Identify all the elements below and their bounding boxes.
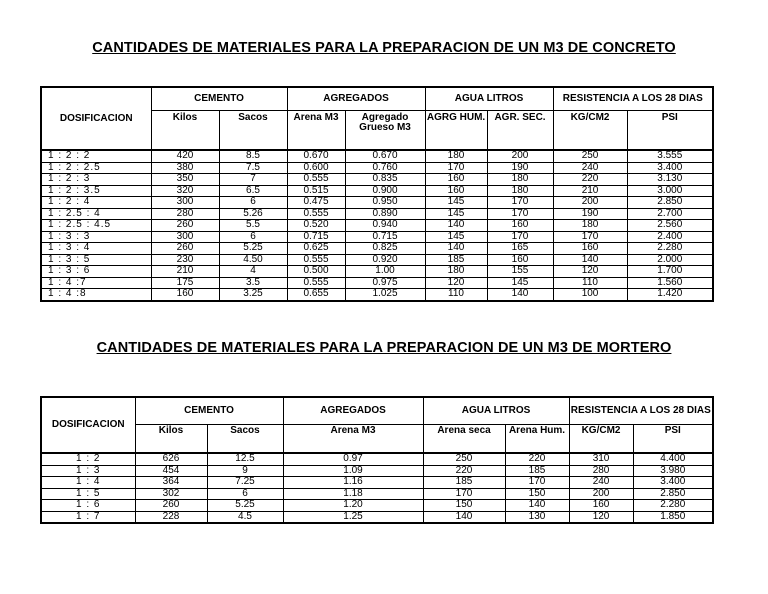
- table-row: [41, 477, 713, 489]
- dosificacion-cell: 1 : 2 : 2: [41, 150, 151, 162]
- table-cell: 170: [487, 197, 553, 209]
- table-cell: 420: [151, 150, 219, 162]
- header-agua-litros: AGUA LITROS: [425, 87, 553, 111]
- table-cell: 3.555: [627, 150, 713, 162]
- table-cell: 3.980: [633, 465, 713, 477]
- table-cell: 120: [553, 266, 627, 278]
- table-cell: 170: [423, 488, 505, 500]
- table-cell: 180: [425, 150, 487, 162]
- table-cell: 170: [487, 231, 553, 243]
- header-sacos: Sacos: [207, 425, 283, 454]
- table-cell: 190: [553, 208, 627, 220]
- table-cell: 2.000: [627, 254, 713, 266]
- header-kilos: Kilos: [151, 111, 219, 151]
- table-cell: 0.825: [345, 243, 425, 255]
- table-row: [41, 162, 713, 174]
- table-cell: 2.850: [627, 197, 713, 209]
- table-cell: 190: [487, 162, 553, 174]
- table-cell: 454: [135, 465, 207, 477]
- table-cell: 5.5: [219, 220, 287, 232]
- table-row: [41, 231, 713, 243]
- table-cell: 0.950: [345, 197, 425, 209]
- dosificacion-cell: 1 : 2 : 3.5: [41, 185, 151, 197]
- table-cell: 0.515: [287, 185, 345, 197]
- table-cell: 175: [151, 277, 219, 289]
- table-cell: 626: [135, 453, 207, 465]
- table-cell: 0.520: [287, 220, 345, 232]
- table-cell: 180: [553, 220, 627, 232]
- table-cell: 5.26: [219, 208, 287, 220]
- table-cell: 140: [423, 511, 505, 523]
- table-cell: 185: [425, 254, 487, 266]
- table-cell: 160: [151, 289, 219, 301]
- table-cell: 250: [423, 453, 505, 465]
- dosificacion-cell: 1 : 4 :7: [41, 277, 151, 289]
- table-cell: 5.25: [219, 243, 287, 255]
- table-cell: 3.400: [627, 162, 713, 174]
- table-cell: 6: [207, 488, 283, 500]
- table-row: [41, 500, 713, 512]
- table-cell: 7.5: [219, 162, 287, 174]
- table-row: [41, 174, 713, 186]
- table-cell: 3.130: [627, 174, 713, 186]
- dosificacion-cell: 1 : 3: [41, 465, 135, 477]
- table-cell: 260: [135, 500, 207, 512]
- table-cell: 260: [151, 220, 219, 232]
- table-cell: 300: [151, 197, 219, 209]
- dosificacion-cell: 1 : 4 :8: [41, 289, 151, 301]
- table-cell: 0.715: [345, 231, 425, 243]
- table-cell: 2.280: [633, 500, 713, 512]
- header-cemento: CEMENTO: [151, 87, 287, 111]
- dosificacion-cell: 1 : 2.5 : 4: [41, 208, 151, 220]
- table-cell: 1.025: [345, 289, 425, 301]
- table-cell: 1.560: [627, 277, 713, 289]
- table-cell: 5.25: [207, 500, 283, 512]
- table-cell: 145: [425, 231, 487, 243]
- dosificacion-cell: 1 : 3 : 5: [41, 254, 151, 266]
- table-cell: 200: [487, 150, 553, 162]
- table-cell: 7: [219, 174, 287, 186]
- table-cell: 0.625: [287, 243, 345, 255]
- header-kgcm2: KG/CM2: [553, 111, 627, 151]
- table-row: [41, 220, 713, 232]
- table-cell: 0.920: [345, 254, 425, 266]
- table-cell: 0.760: [345, 162, 425, 174]
- dosificacion-cell: 1 : 3 : 3: [41, 231, 151, 243]
- table-cell: 145: [425, 197, 487, 209]
- table-cell: 0.97: [283, 453, 423, 465]
- table-cell: 310: [569, 453, 633, 465]
- table-cell: 130: [505, 511, 569, 523]
- table-cell: 0.900: [345, 185, 425, 197]
- table-cell: 8.5: [219, 150, 287, 162]
- table-cell: 1.25: [283, 511, 423, 523]
- header-resistencia: RESISTENCIA A LOS 28 DIAS: [569, 397, 713, 425]
- table-cell: 210: [553, 185, 627, 197]
- table-cell: 0.555: [287, 174, 345, 186]
- table-cell: 240: [569, 477, 633, 489]
- header-psi: PSI: [627, 111, 713, 151]
- table-cell: 4.50: [219, 254, 287, 266]
- table-cell: 140: [425, 220, 487, 232]
- table-row: [41, 277, 713, 289]
- table-cell: 220: [505, 453, 569, 465]
- table-cell: 3.5: [219, 277, 287, 289]
- table-cell: 120: [569, 511, 633, 523]
- header-agregados: AGREGADOS: [283, 397, 423, 425]
- table-cell: 140: [553, 254, 627, 266]
- table-row: [41, 453, 713, 465]
- table-row: [41, 511, 713, 523]
- table-cell: 160: [569, 500, 633, 512]
- table-cell: 364: [135, 477, 207, 489]
- table-cell: 0.835: [345, 174, 425, 186]
- table-cell: 9: [207, 465, 283, 477]
- table-cell: 185: [423, 477, 505, 489]
- table-cell: 0.670: [287, 150, 345, 162]
- header-agregado-grueso: Agregado Grueso M3: [345, 111, 425, 151]
- table-cell: 0.555: [287, 277, 345, 289]
- mortar-materials-table: [40, 396, 714, 524]
- table-cell: 300: [151, 231, 219, 243]
- table-cell: 1.18: [283, 488, 423, 500]
- dosificacion-cell: 1 : 2: [41, 453, 135, 465]
- table-cell: 4.400: [633, 453, 713, 465]
- table-cell: 170: [505, 477, 569, 489]
- dosificacion-cell: 1 : 7: [41, 511, 135, 523]
- dosificacion-cell: 1 : 5: [41, 488, 135, 500]
- table-cell: 12.5: [207, 453, 283, 465]
- table-cell: 200: [569, 488, 633, 500]
- table-cell: 230: [151, 254, 219, 266]
- table-row: [41, 197, 713, 209]
- table-cell: 140: [425, 243, 487, 255]
- table-cell: 145: [487, 277, 553, 289]
- table-cell: 2.280: [627, 243, 713, 255]
- table-cell: 145: [425, 208, 487, 220]
- table-cell: 170: [553, 231, 627, 243]
- concrete-table-title: CANTIDADES DE MATERIALES PARA LA PREPARACION DE UN M3 DE CONCRETO: [92, 40, 676, 56]
- header-sacos: Sacos: [219, 111, 287, 151]
- table-cell: 260: [151, 243, 219, 255]
- header-arena-hum: Arena Hum.: [505, 425, 569, 454]
- table-cell: 160: [425, 185, 487, 197]
- table-cell: 2.700: [627, 208, 713, 220]
- table-cell: 0.890: [345, 208, 425, 220]
- dosificacion-cell: 1 : 6: [41, 500, 135, 512]
- table-cell: 2.850: [633, 488, 713, 500]
- header-agr-sec: AGR. SEC.: [487, 111, 553, 151]
- table-cell: 3.25: [219, 289, 287, 301]
- header-cemento: CEMENTO: [135, 397, 283, 425]
- table-cell: 2.560: [627, 220, 713, 232]
- table-cell: 250: [553, 150, 627, 162]
- dosificacion-cell: 1 : 2.5 : 4.5: [41, 220, 151, 232]
- table-row: [41, 465, 713, 477]
- table-cell: 160: [487, 220, 553, 232]
- header-dosificacion: DOSIFICACION: [41, 87, 151, 150]
- table-cell: 220: [423, 465, 505, 477]
- table-cell: 0.940: [345, 220, 425, 232]
- table-cell: 1.420: [627, 289, 713, 301]
- table-cell: 380: [151, 162, 219, 174]
- header-resistencia: RESISTENCIA A LOS 28 DIAS: [553, 87, 713, 111]
- table-cell: 140: [487, 289, 553, 301]
- table-cell: 280: [151, 208, 219, 220]
- table-cell: 3.000: [627, 185, 713, 197]
- table-cell: 180: [487, 185, 553, 197]
- table-cell: 0.475: [287, 197, 345, 209]
- dosificacion-cell: 1 : 2 : 4: [41, 197, 151, 209]
- table-cell: 7.25: [207, 477, 283, 489]
- table-cell: 2.400: [627, 231, 713, 243]
- table-cell: 185: [505, 465, 569, 477]
- header-kgcm2: KG/CM2: [569, 425, 633, 454]
- table-cell: 1.16: [283, 477, 423, 489]
- table-cell: 1.09: [283, 465, 423, 477]
- concrete-materials-table: [40, 86, 714, 302]
- table-row: [41, 208, 713, 220]
- table-cell: 220: [553, 174, 627, 186]
- table-row: [41, 150, 713, 162]
- table-cell: 6.5: [219, 185, 287, 197]
- table-cell: 160: [553, 243, 627, 255]
- table-cell: 0.555: [287, 254, 345, 266]
- table-cell: 0.670: [345, 150, 425, 162]
- table-cell: 210: [151, 266, 219, 278]
- table-cell: 4.5: [207, 511, 283, 523]
- table-cell: 0.555: [287, 208, 345, 220]
- table-cell: 3.400: [633, 477, 713, 489]
- table-cell: 1.850: [633, 511, 713, 523]
- table-cell: 170: [425, 162, 487, 174]
- table-cell: 165: [487, 243, 553, 255]
- table-cell: 155: [487, 266, 553, 278]
- table-cell: 302: [135, 488, 207, 500]
- dosificacion-cell: 1 : 2 : 2.5: [41, 162, 151, 174]
- table-cell: 120: [425, 277, 487, 289]
- table-cell: 6: [219, 231, 287, 243]
- table-cell: 200: [553, 197, 627, 209]
- header-arena-seca: Arena seca: [423, 425, 505, 454]
- table-cell: 4: [219, 266, 287, 278]
- table-cell: 170: [487, 208, 553, 220]
- table-cell: 0.715: [287, 231, 345, 243]
- table-cell: 1.00: [345, 266, 425, 278]
- table-cell: 6: [219, 197, 287, 209]
- table-row: [41, 243, 713, 255]
- dosificacion-cell: 1 : 4: [41, 477, 135, 489]
- table-row: [41, 266, 713, 278]
- table-row: [41, 488, 713, 500]
- table-cell: 0.975: [345, 277, 425, 289]
- table-cell: 0.500: [287, 266, 345, 278]
- dosificacion-cell: 1 : 3 : 4: [41, 243, 151, 255]
- table-row: [41, 254, 713, 266]
- header-agrg-hum: AGRG HUM.: [425, 111, 487, 151]
- table-cell: 150: [423, 500, 505, 512]
- table-cell: 0.600: [287, 162, 345, 174]
- table-cell: 110: [425, 289, 487, 301]
- table-cell: 110: [553, 277, 627, 289]
- dosificacion-cell: 1 : 3 : 6: [41, 266, 151, 278]
- mortar-table-title: CANTIDADES DE MATERIALES PARA LA PREPARACION DE UN M3 DE MORTERO: [96, 340, 672, 356]
- header-arena-m3: Arena M3: [283, 425, 423, 454]
- table-cell: 1.20: [283, 500, 423, 512]
- header-agua-litros: AGUA LITROS: [423, 397, 569, 425]
- table-cell: 160: [487, 254, 553, 266]
- table-cell: 150: [505, 488, 569, 500]
- table-cell: 140: [505, 500, 569, 512]
- table-row: [41, 289, 713, 301]
- dosificacion-cell: 1 : 2 : 3: [41, 174, 151, 186]
- table-cell: 180: [425, 266, 487, 278]
- header-agregados: AGREGADOS: [287, 87, 425, 111]
- table-row: [41, 185, 713, 197]
- header-arena: Arena M3: [287, 111, 345, 151]
- table-cell: 160: [425, 174, 487, 186]
- header-kilos: Kilos: [135, 425, 207, 454]
- table-cell: 228: [135, 511, 207, 523]
- table-cell: 180: [487, 174, 553, 186]
- table-cell: 100: [553, 289, 627, 301]
- table-cell: 350: [151, 174, 219, 186]
- table-cell: 1.700: [627, 266, 713, 278]
- table-cell: 280: [569, 465, 633, 477]
- table-cell: 0.655: [287, 289, 345, 301]
- table-cell: 320: [151, 185, 219, 197]
- table-cell: 240: [553, 162, 627, 174]
- header-dosificacion: DOSIFICACION: [41, 397, 135, 453]
- header-psi: PSI: [633, 425, 713, 454]
